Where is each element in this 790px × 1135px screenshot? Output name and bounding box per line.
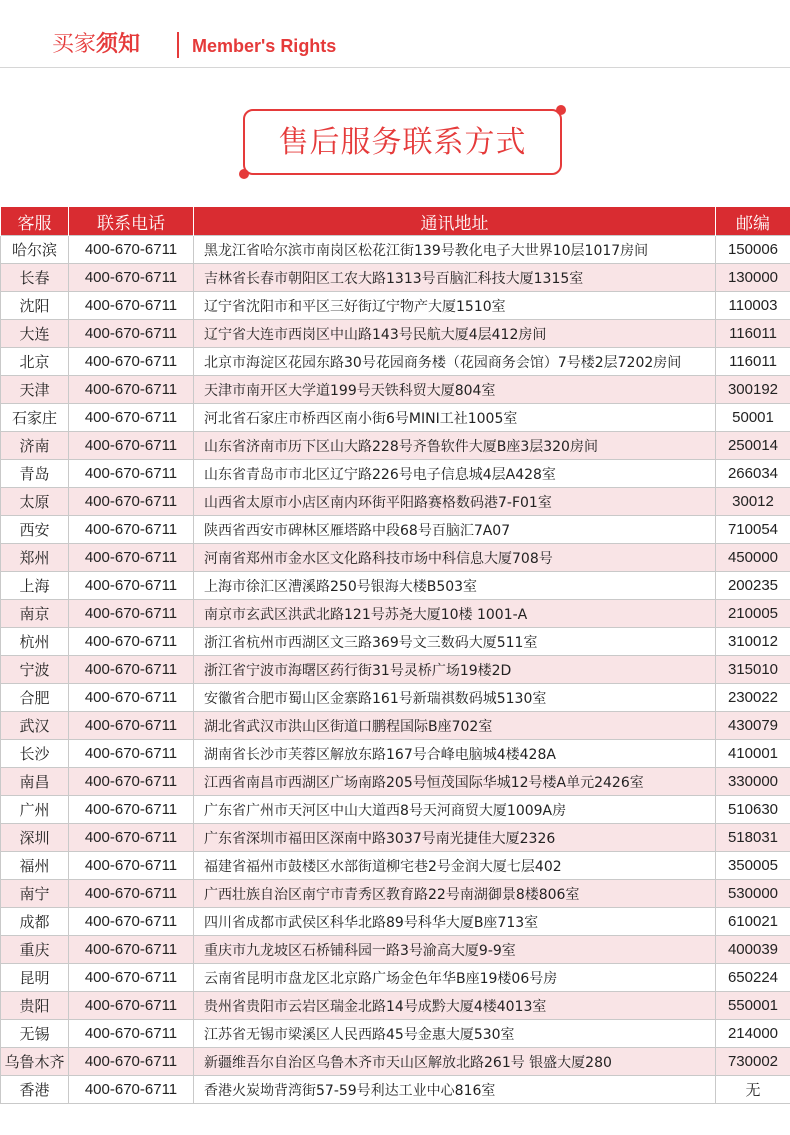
phone-cell: 400-670-6711 <box>69 712 194 740</box>
phone-cell: 400-670-6711 <box>69 572 194 600</box>
city-cell: 天津 <box>1 376 69 404</box>
zip-cell: 450000 <box>716 544 790 572</box>
city-cell: 深圳 <box>1 824 69 852</box>
phone-cell: 400-670-6711 <box>69 964 194 992</box>
service-contact-table <box>0 207 790 1104</box>
header-title-bold: 须知 <box>96 32 141 57</box>
table-row <box>1 1076 790 1104</box>
zip-cell: 150006 <box>716 236 790 264</box>
address-cell: 山东省青岛市市北区辽宁路226号电子信息城4层A428室 <box>194 460 716 488</box>
zip-cell: 130000 <box>716 264 790 292</box>
city-cell: 沈阳 <box>1 292 69 320</box>
phone-cell: 400-670-6711 <box>69 488 194 516</box>
zip-cell: 116011 <box>716 320 790 348</box>
phone-cell: 400-670-6711 <box>69 264 194 292</box>
table-row <box>1 1020 790 1048</box>
table-row <box>1 628 790 656</box>
zip-cell: 230022 <box>716 684 790 712</box>
column-header-address: 通讯地址 <box>194 207 716 236</box>
table-row <box>1 572 790 600</box>
table-row <box>1 488 790 516</box>
zip-cell: 400039 <box>716 936 790 964</box>
column-header-zip: 邮编 <box>716 207 790 236</box>
city-cell: 重庆 <box>1 936 69 964</box>
zip-cell: 510630 <box>716 796 790 824</box>
table-row <box>1 964 790 992</box>
city-cell: 长春 <box>1 264 69 292</box>
header-rule <box>0 67 790 68</box>
table-row <box>1 600 790 628</box>
table-row <box>1 292 790 320</box>
zip-cell: 650224 <box>716 964 790 992</box>
phone-cell: 400-670-6711 <box>69 1048 194 1076</box>
header-subtitle: Member's Rights <box>192 36 337 56</box>
phone-cell: 400-670-6711 <box>69 628 194 656</box>
address-cell: 新疆维吾尔自治区乌鲁木齐市天山区解放北路261号 银盛大厦280 <box>194 1048 716 1076</box>
zip-cell: 710054 <box>716 516 790 544</box>
address-cell: 上海市徐汇区漕溪路250号银海大楼B503室 <box>194 572 716 600</box>
phone-cell: 400-670-6711 <box>69 432 194 460</box>
phone-cell: 400-670-6711 <box>69 656 194 684</box>
city-cell: 广州 <box>1 796 69 824</box>
zip-cell: 550001 <box>716 992 790 1020</box>
zip-cell: 530000 <box>716 880 790 908</box>
table-row <box>1 824 790 852</box>
table-row <box>1 880 790 908</box>
city-cell: 无锡 <box>1 1020 69 1048</box>
city-cell: 福州 <box>1 852 69 880</box>
address-cell: 湖北省武汉市洪山区街道口鹏程国际B座702室 <box>194 712 716 740</box>
address-cell: 浙江省杭州市西湖区文三路369号文三数码大厦511室 <box>194 628 716 656</box>
address-cell: 湖南省长沙市芙蓉区解放东路167号合峰电脑城4楼428A <box>194 740 716 768</box>
zip-cell: 50001 <box>716 404 790 432</box>
zip-cell: 330000 <box>716 768 790 796</box>
zip-cell: 200235 <box>716 572 790 600</box>
zip-cell: 无 <box>716 1076 790 1104</box>
address-cell: 江苏省无锡市梁溪区人民西路45号金惠大厦530室 <box>194 1020 716 1048</box>
table-row <box>1 992 790 1020</box>
city-cell: 哈尔滨 <box>1 236 69 264</box>
zip-cell: 210005 <box>716 600 790 628</box>
phone-cell: 400-670-6711 <box>69 236 194 264</box>
table-row <box>1 852 790 880</box>
city-cell: 乌鲁木齐 <box>1 1048 69 1076</box>
banner-dot-decoration <box>556 105 566 115</box>
table-row <box>1 656 790 684</box>
zip-cell: 30012 <box>716 488 790 516</box>
address-cell: 四川省成都市武侯区科华北路89号科华大厦B座713室 <box>194 908 716 936</box>
table-row <box>1 376 790 404</box>
city-cell: 上海 <box>1 572 69 600</box>
city-cell: 成都 <box>1 908 69 936</box>
phone-cell: 400-670-6711 <box>69 768 194 796</box>
phone-cell: 400-670-6711 <box>69 460 194 488</box>
zip-cell: 315010 <box>716 656 790 684</box>
address-cell: 天津市南开区大学道199号天铁科贸大厦804室 <box>194 376 716 404</box>
address-cell: 安徽省合肥市蜀山区金寨路161号新瑞祺数码城5130室 <box>194 684 716 712</box>
city-cell: 合肥 <box>1 684 69 712</box>
table-row <box>1 432 790 460</box>
city-cell: 贵阳 <box>1 992 69 1020</box>
address-cell: 贵州省贵阳市云岩区瑞金北路14号成黔大厦4楼4013室 <box>194 992 716 1020</box>
banner-dot-decoration <box>239 169 249 179</box>
city-cell: 长沙 <box>1 740 69 768</box>
address-cell: 吉林省长春市朝阳区工农大路1313号百脑汇科技大厦1315室 <box>194 264 716 292</box>
banner-title: 售后服务联系方式 <box>278 125 527 160</box>
city-cell: 青岛 <box>1 460 69 488</box>
city-cell: 西安 <box>1 516 69 544</box>
table-row <box>1 516 790 544</box>
header-title <box>52 30 140 60</box>
phone-cell: 400-670-6711 <box>69 348 194 376</box>
table-row <box>1 460 790 488</box>
address-cell: 辽宁省大连市西岗区中山路143号民航大厦4层412房间 <box>194 320 716 348</box>
address-cell: 北京市海淀区花园东路30号花园商务楼（花园商务会馆）7号楼2层7202房间 <box>194 348 716 376</box>
address-cell: 黑龙江省哈尔滨市南岗区松花江街139号教化电子大世界10层1017房间 <box>194 236 716 264</box>
table-row <box>1 320 790 348</box>
address-cell: 山东省济南市历下区山大路228号齐鲁软件大厦B座3层320房间 <box>194 432 716 460</box>
city-cell: 南京 <box>1 600 69 628</box>
phone-cell: 400-670-6711 <box>69 376 194 404</box>
address-cell: 浙江省宁波市海曙区药行街31号灵桥广场19楼2D <box>194 656 716 684</box>
table-row <box>1 712 790 740</box>
city-cell: 南昌 <box>1 768 69 796</box>
address-cell: 广西壮族自治区南宁市青秀区教育路22号南湖御景8楼806室 <box>194 880 716 908</box>
zip-cell: 430079 <box>716 712 790 740</box>
zip-cell: 610021 <box>716 908 790 936</box>
address-cell: 河北省石家庄市桥西区南小街6号MINI工社1005室 <box>194 404 716 432</box>
phone-cell: 400-670-6711 <box>69 404 194 432</box>
table-header-row <box>1 207 790 236</box>
phone-cell: 400-670-6711 <box>69 936 194 964</box>
zip-cell: 266034 <box>716 460 790 488</box>
zip-cell: 350005 <box>716 852 790 880</box>
table-row <box>1 264 790 292</box>
table-row <box>1 768 790 796</box>
address-cell: 广东省广州市天河区中山大道西8号天河商贸大厦1009A房 <box>194 796 716 824</box>
address-cell: 陕西省西安市碑林区雁塔路中段68号百脑汇7A07 <box>194 516 716 544</box>
phone-cell: 400-670-6711 <box>69 992 194 1020</box>
zip-cell: 250014 <box>716 432 790 460</box>
zip-cell: 518031 <box>716 824 790 852</box>
table-row <box>1 936 790 964</box>
phone-cell: 400-670-6711 <box>69 684 194 712</box>
city-cell: 郑州 <box>1 544 69 572</box>
city-cell: 大连 <box>1 320 69 348</box>
phone-cell: 400-670-6711 <box>69 292 194 320</box>
phone-cell: 400-670-6711 <box>69 1076 194 1104</box>
table-row <box>1 404 790 432</box>
address-cell: 江西省南昌市西湖区广场南路205号恒茂国际华城12号楼A单元2426室 <box>194 768 716 796</box>
header-divider <box>177 32 179 58</box>
address-cell: 福建省福州市鼓楼区水部街道柳宅巷2号金润大厦七层402 <box>194 852 716 880</box>
zip-cell: 410001 <box>716 740 790 768</box>
table-row <box>1 348 790 376</box>
city-cell: 杭州 <box>1 628 69 656</box>
address-cell: 南京市玄武区洪武北路121号苏尧大厦10楼 1001-A <box>194 600 716 628</box>
address-cell: 山西省太原市小店区南内环街平阳路赛格数码港7-F01室 <box>194 488 716 516</box>
address-cell: 重庆市九龙坡区石桥铺科园一路3号渝高大厦9-9室 <box>194 936 716 964</box>
phone-cell: 400-670-6711 <box>69 852 194 880</box>
phone-cell: 400-670-6711 <box>69 880 194 908</box>
city-cell: 济南 <box>1 432 69 460</box>
address-cell: 香港火炭坳背湾街57-59号利达工业中心816室 <box>194 1076 716 1104</box>
zip-cell: 116011 <box>716 348 790 376</box>
column-header-service: 客服 <box>1 207 69 236</box>
city-cell: 武汉 <box>1 712 69 740</box>
table-row <box>1 796 790 824</box>
table-row <box>1 908 790 936</box>
address-cell: 河南省郑州市金水区文化路科技市场中科信息大厦708号 <box>194 544 716 572</box>
table-row <box>1 1048 790 1076</box>
address-cell: 云南省昆明市盘龙区北京路广场金色年华B座19楼06号房 <box>194 964 716 992</box>
zip-cell: 310012 <box>716 628 790 656</box>
city-cell: 北京 <box>1 348 69 376</box>
phone-cell: 400-670-6711 <box>69 796 194 824</box>
zip-cell: 214000 <box>716 1020 790 1048</box>
phone-cell: 400-670-6711 <box>69 544 194 572</box>
phone-cell: 400-670-6711 <box>69 320 194 348</box>
column-header-phone: 联系电话 <box>69 207 194 236</box>
zip-cell: 110003 <box>716 292 790 320</box>
city-cell: 昆明 <box>1 964 69 992</box>
table-row <box>1 544 790 572</box>
table-row <box>1 684 790 712</box>
city-cell: 宁波 <box>1 656 69 684</box>
page-header <box>0 0 790 68</box>
table-row <box>1 236 790 264</box>
phone-cell: 400-670-6711 <box>69 600 194 628</box>
city-cell: 香港 <box>1 1076 69 1104</box>
phone-cell: 400-670-6711 <box>69 824 194 852</box>
city-cell: 南宁 <box>1 880 69 908</box>
zip-cell: 300192 <box>716 376 790 404</box>
header-title-normal: 买家 <box>52 32 97 57</box>
table-row <box>1 740 790 768</box>
phone-cell: 400-670-6711 <box>69 1020 194 1048</box>
section-banner <box>243 109 562 175</box>
phone-cell: 400-670-6711 <box>69 740 194 768</box>
zip-cell: 730002 <box>716 1048 790 1076</box>
city-cell: 太原 <box>1 488 69 516</box>
city-cell: 石家庄 <box>1 404 69 432</box>
phone-cell: 400-670-6711 <box>69 908 194 936</box>
address-cell: 广东省深圳市福田区深南中路3037号南光捷佳大厦2326 <box>194 824 716 852</box>
phone-cell: 400-670-6711 <box>69 516 194 544</box>
address-cell: 辽宁省沈阳市和平区三好街辽宁物产大厦1510室 <box>194 292 716 320</box>
